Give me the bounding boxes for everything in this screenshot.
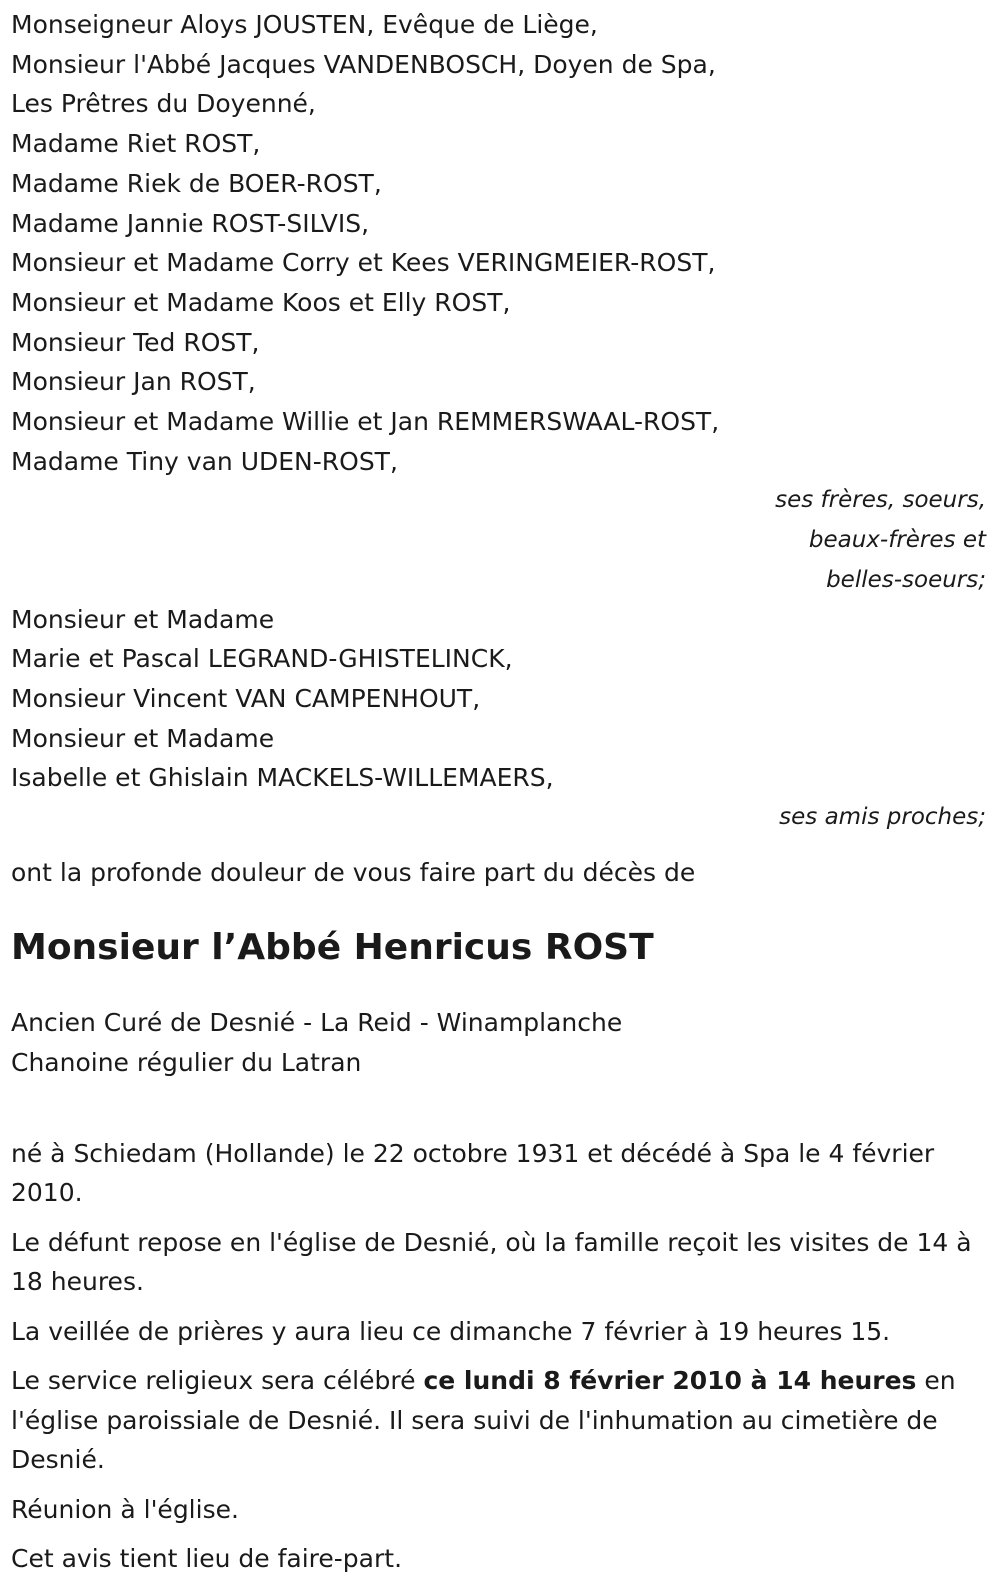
service-paragraph — [11, 1361, 986, 1480]
title-line: Ancien Curé de Desnié - La Reid - Winamplanche — [11, 1008, 623, 1038]
friends-group — [11, 600, 986, 799]
service-text-after: en l'église paroissiale de Desnié. Il sera suivi de l'inhumation au cimetière de Desnié. — [11, 1366, 956, 1475]
reunion-paragraph: Réunion à l'église. — [11, 1494, 239, 1524]
family-line: Madame Riet ROST, — [11, 129, 261, 159]
friends-relation-caption — [11, 798, 986, 838]
family-line: Monsieur l'Abbé Jacques VANDENBOSCH, Doyen de Spa, — [11, 49, 716, 79]
caption-line: beaux-frères et — [808, 527, 986, 554]
caption-line: belles-soeurs; — [826, 566, 986, 593]
family-line: Madame Jannie ROST-SILVIS, — [11, 208, 370, 238]
family-line: Monsieur Jan ROST, — [11, 367, 256, 397]
family-line: Madame Tiny van UDEN-ROST, — [11, 446, 398, 476]
service-date: ce lundi 8 février 2010 à 14 heures — [423, 1366, 917, 1396]
family-line: Madame Riek de BOER-ROST, — [11, 168, 382, 198]
vigil-paragraph: La veillée de prières y aura lieu ce dimanche 7 février à 19 heures 15. — [11, 1316, 891, 1346]
friend-line: Monsieur et Madame — [11, 604, 275, 634]
service-text-before: Le service religieux sera célébré — [11, 1366, 424, 1396]
title-line: Chanoine régulier du Latran — [11, 1048, 362, 1078]
family-line: Monsieur et Madame Corry et Kees VERINGMEIER-ROST, — [11, 248, 716, 278]
caption-line: ses amis proches; — [779, 804, 986, 831]
birth-death-paragraph: né à Schiedam (Hollande) le 22 octobre 1931 et décédé à Spa le 4 février 2010. — [11, 1138, 935, 1208]
family-line: Monsieur et Madame Willie et Jan REMMERSWAAL-ROST, — [11, 407, 720, 437]
notice-paragraph: Cet avis tient lieu de faire-part. — [11, 1544, 403, 1574]
friend-line: Monsieur et Madame — [11, 723, 275, 753]
caption-line: ses frères, soeurs, — [775, 487, 986, 514]
family-relation-caption — [11, 481, 986, 600]
family-line: Monseigneur Aloys JOUSTEN, Evêque de Liège, — [11, 10, 598, 39]
deceased-name: Monsieur l’Abbé Henricus ROST — [11, 927, 654, 969]
friend-line: Marie et Pascal LEGRAND-GHISTELINCK, — [11, 644, 513, 674]
family-line: Monsieur Ted ROST, — [11, 327, 260, 357]
friend-line: Isabelle et Ghislain MACKELS-WILLEMAERS, — [11, 763, 554, 793]
announcement-intro: ont la profonde douleur de vous faire part du décès de — [11, 857, 696, 887]
deceased-titles — [11, 1003, 986, 1082]
family-line: Monsieur et Madame Koos et Elly ROST, — [11, 287, 511, 317]
friend-line: Monsieur Vincent VAN CAMPENHOUT, — [11, 683, 481, 713]
family-group — [11, 0, 986, 481]
visits-paragraph: Le défunt repose en l'église de Desnié, où la famille reçoit les visites de 14 à 18 heures. — [11, 1227, 972, 1297]
family-line: Les Prêtres du Doyenné, — [11, 89, 316, 119]
